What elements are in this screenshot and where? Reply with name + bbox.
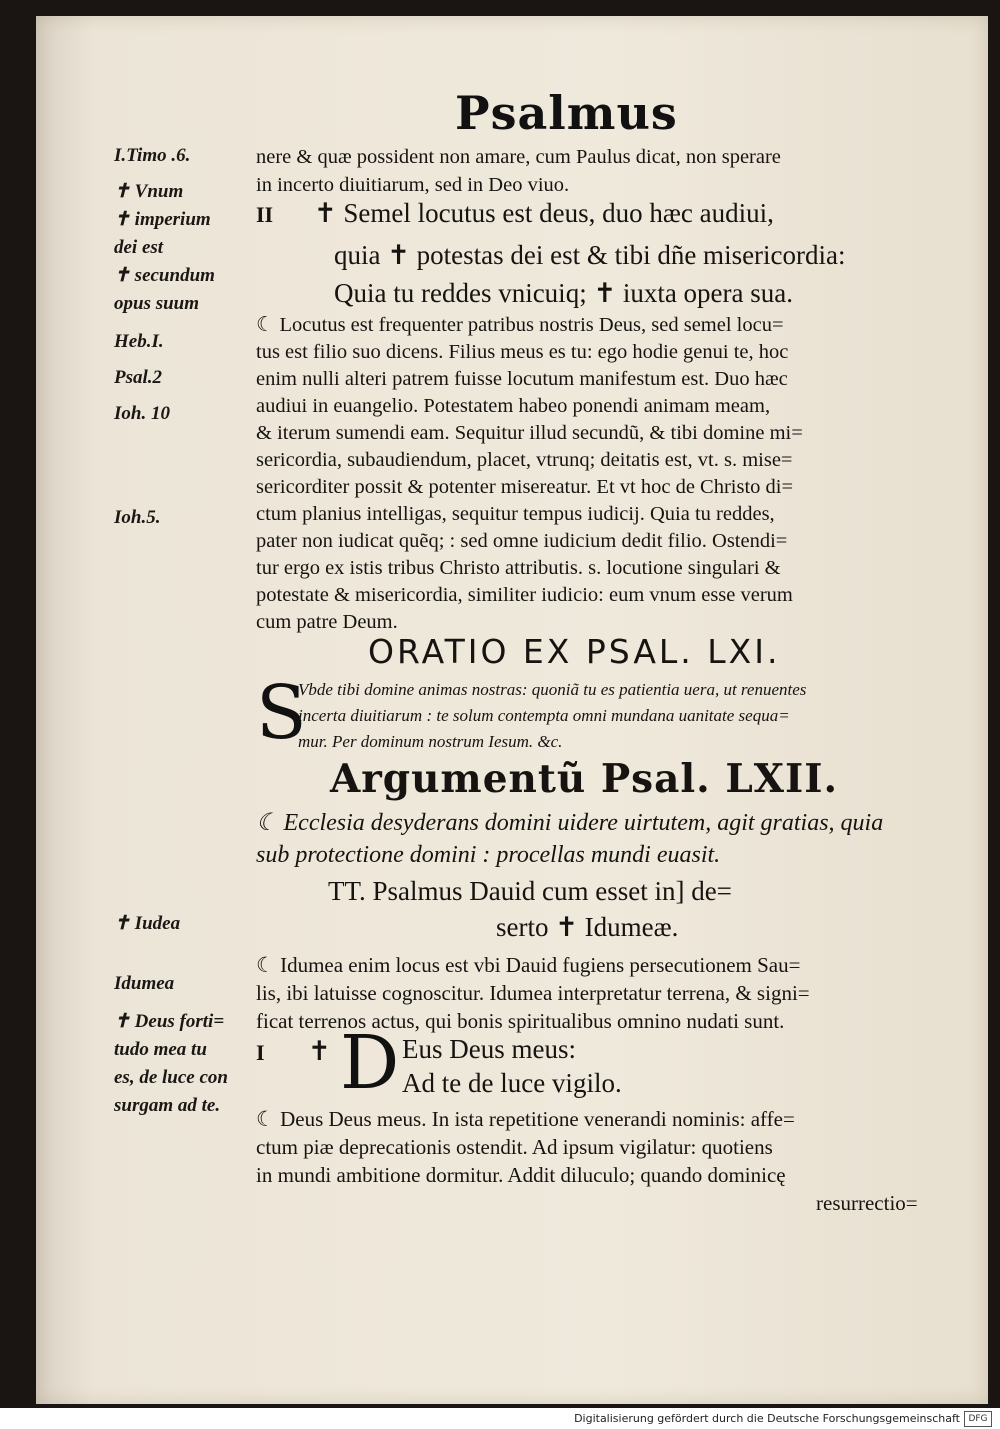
verse-line: Quia tu reddes vnicuiq; ✝ iuxta opera sua. bbox=[334, 278, 793, 308]
commentary-line: potestate & misericordia, similiter iudicio: eum vnum esse verum bbox=[256, 584, 793, 606]
title-line: TT. Psalmus Dauid cum esset in] de= bbox=[328, 876, 732, 906]
commentary-line: ☾ Deus Deus meus. In ista repetitione venerandi nominis: affe= bbox=[256, 1107, 795, 1131]
argument-heading: Argumentũ Psal. LXII. bbox=[330, 756, 839, 802]
margin-note: ✝ Deus forti= bbox=[114, 1011, 225, 1032]
verse-number: I bbox=[256, 1040, 265, 1065]
oratio-line: mur. Per dominum nostrum Iesum. &c. bbox=[298, 732, 563, 751]
commentary-line: ☾ Locutus est frequenter patribus nostris Deus, sed semel locu= bbox=[256, 314, 784, 336]
text-line: in incerto diuitiarum, sed in Deo viuo. bbox=[256, 174, 570, 196]
commentary-line: ctum planius intelligas, sequitur tempus iudicij. Quia tu reddes, bbox=[256, 503, 775, 525]
verse-line: quia ✝ potestas dei est & tibi dñe misericordia: bbox=[334, 240, 846, 270]
commentary-line: ficat terrenos actus, qui bonis spiritualibus omnino nudati sunt. bbox=[256, 1009, 785, 1033]
oratio-line: Vbde tibi domine animas nostras: quoniã tu es patientia uera, ut renuentes bbox=[298, 680, 807, 699]
margin-note: ✝ imperium bbox=[114, 209, 211, 230]
margin-note: I.Timo .6. bbox=[114, 145, 191, 166]
catchword: resurrectio= bbox=[816, 1191, 918, 1215]
commentary-line: ☾ Idumea enim locus est vbi Dauid fugiens persecutionem Sau= bbox=[256, 953, 801, 977]
commentary-line: & iterum sumendi eam. Sequitur illud secundũ, & tibi domine mi= bbox=[256, 422, 803, 444]
text-line: nere & quæ possident non amare, cum Paulus dicat, non sperare bbox=[256, 146, 781, 168]
margin-note: dei est bbox=[114, 237, 164, 258]
margin-note: ✝ secundum bbox=[114, 265, 215, 286]
commentary-line: audiui in euangelio. Potestatem habeo ponendi animam meam, bbox=[256, 395, 771, 417]
oratio-line: incerta diuitiarum : te solum contempta omni mundana uanitate sequa= bbox=[298, 706, 790, 725]
margin-note: Heb.I. bbox=[114, 331, 164, 352]
commentary-line: lis, ibi latuisse cognoscitur. Idumea interpretatur terrena, & signi= bbox=[256, 981, 810, 1005]
verse-line: Ad te de luce vigilo. bbox=[402, 1068, 622, 1098]
drop-cap: D bbox=[340, 1020, 400, 1106]
argument-line: sub protectione domini : procellas mundi euasit. bbox=[256, 842, 721, 868]
footer-bar bbox=[0, 1408, 1000, 1429]
margin-note: tudo mea tu bbox=[114, 1039, 207, 1060]
commentary-line: tur ergo ex istis tribus Christo attributis. s. locutione singulari & bbox=[256, 557, 781, 579]
commentary-line: enim nulli alteri patrem fuisse locutum manifestum est. Duo hæc bbox=[256, 368, 788, 390]
commentary-line: sericordia, subaudiendum, placet, vtrunq; deitatis est, vt. s. mise= bbox=[256, 449, 793, 471]
footer-credit: Digitalisierung gefördert durch die Deutsche Forschungsgemeinschaft bbox=[574, 1412, 960, 1425]
commentary-line: pater non iudicat quẽq; : sed omne iudicium dedit filio. Ostendi= bbox=[256, 530, 788, 552]
main-text bbox=[256, 0, 952, 1400]
oratio-heading: ORATIO EX PSAL. LXI. bbox=[368, 632, 781, 671]
margin-note: surgam ad te. bbox=[114, 1095, 221, 1116]
margin-note: ✝ Vnum bbox=[114, 181, 184, 202]
commentary-line: ctum piæ deprecationis ostendit. Ad ipsum vigilatur: quotiens bbox=[256, 1135, 773, 1159]
commentary-line: cum patre Deum. bbox=[256, 611, 398, 633]
title-line: serto ✝ Idumeæ. bbox=[496, 912, 679, 942]
verse-line: ✝ Semel locutus est deus, duo hæc audiui, bbox=[314, 198, 774, 228]
margin-note: ✝ Iudea bbox=[114, 913, 181, 934]
drop-cap: S bbox=[256, 670, 307, 756]
commentary-line: sericorditer possit & potenter misereatur. Et vt hoc de Christo di= bbox=[256, 476, 794, 498]
margin-note: opus suum bbox=[114, 293, 200, 314]
margin-note: Idumea bbox=[114, 973, 175, 994]
dfg-logo-icon: DFG bbox=[964, 1411, 992, 1427]
verse-mark: ✝ bbox=[308, 1036, 331, 1066]
verse-number: II bbox=[256, 202, 274, 227]
margin-note: es, de luce con bbox=[114, 1067, 228, 1088]
commentary-line: tus est filio suo dicens. Filius meus es tu: ego hodie genui te, hoc bbox=[256, 341, 789, 363]
margin-note: Ioh.5. bbox=[114, 507, 161, 528]
margin-note: Psal.2 bbox=[114, 367, 163, 388]
running-head: Psalmus bbox=[455, 86, 678, 140]
verse-line: Eus Deus meus: bbox=[402, 1034, 576, 1064]
commentary-line: in mundi ambitione dormitur. Addit diluculo; quando dominicę bbox=[256, 1163, 786, 1187]
argument-line: ☾ Ecclesia desyderans domini uidere uirtutem, agit gratias, quia bbox=[256, 810, 884, 836]
margin-note: Ioh. 10 bbox=[114, 403, 170, 424]
